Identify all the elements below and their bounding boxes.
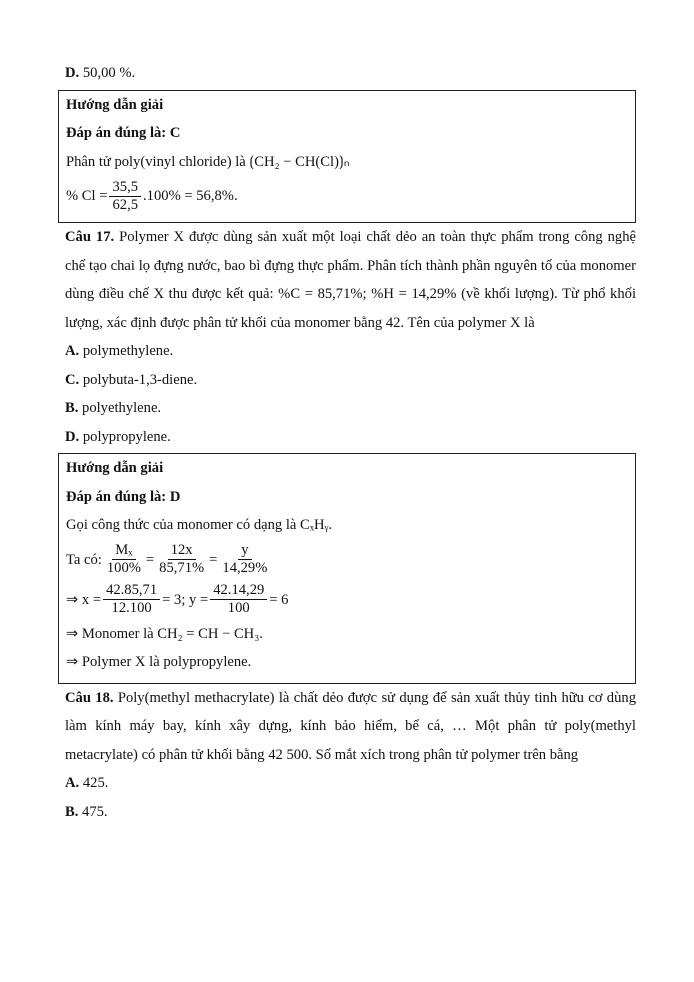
- correct-answer: Đáp án đúng là: C: [66, 125, 181, 141]
- solution-heading: Hướng dẫn giải: [66, 96, 164, 113]
- text: Ta có:: [66, 551, 102, 568]
- option: [58, 394, 636, 423]
- fraction: [219, 542, 270, 577]
- text: ⇒ x =: [66, 591, 102, 608]
- solution-line: ⇒ Monomer là CH₂ = CH − CH₃.: [66, 625, 263, 642]
- text: .100% = 56,8%.: [143, 188, 238, 204]
- question-17: [58, 223, 636, 337]
- option: [58, 366, 636, 395]
- numerator: 42.14,29: [210, 582, 267, 600]
- option-text: 475.: [78, 803, 108, 820]
- solution-line: [59, 148, 635, 177]
- text: Phân tử poly(vinyl chloride) là: [66, 153, 250, 170]
- solution-ratio: [59, 540, 635, 580]
- numerator: 12x: [168, 542, 196, 560]
- option: [58, 423, 636, 452]
- text: % Cl =: [66, 188, 108, 204]
- option-text: polyethylene.: [78, 400, 162, 416]
- question-label: Câu 17.: [65, 229, 115, 245]
- option-label: D.: [65, 65, 80, 81]
- option-text: polymethylene.: [79, 343, 174, 359]
- solution-box-16: [58, 90, 636, 224]
- solution-box-17: [58, 453, 636, 684]
- denominator: 100: [227, 600, 250, 616]
- option-d-prev: [58, 59, 636, 88]
- text: = 6: [269, 591, 289, 608]
- fraction: [156, 542, 207, 577]
- solution-heading: Hướng dẫn giải: [66, 460, 164, 476]
- option-label: A.: [65, 343, 80, 359]
- option-label: B.: [65, 803, 79, 820]
- denominator: 62,5: [112, 196, 139, 213]
- denominator: 100%: [106, 560, 141, 576]
- equals: =: [145, 551, 155, 568]
- fraction: [103, 582, 160, 617]
- question-text: Polymer X được dùng sản xuất một loại chất dẻo an toàn thực phẩm trong công nghệ chế tạo chai lọ đựng nước, bao bì đựng thực phẩm. Phân tích thành phần nguyên tố của monomer dùng điều chế X thu được kết quả: %C = 85,71%; %H = 14,29% (về khối lượng). Từ phổ khối lượng, xác định được phân tử khối của monomer bằng 42. Tên của polymer X là: [65, 229, 636, 331]
- question-text: Poly(methyl methacrylate) là chất dẻo được sử dụng để sản xuất thủy tinh hữu cơ dùng làm kính máy bay, kính xây dựng, kính bảo hiểm, bể cá, … Một phân tử poly(methyl metacrylate) có phân tử khối bằng 42 500. Số mắt xích trong phân tử polymer trên bằng: [65, 689, 636, 763]
- correct-answer: Đáp án đúng là: D: [66, 488, 181, 505]
- option-label: A.: [65, 775, 80, 791]
- option-label: C.: [65, 371, 80, 388]
- solution-line: ⇒ Polymer X là polypropylene.: [66, 654, 252, 670]
- equals: =: [209, 551, 218, 568]
- document-page: [58, 59, 636, 826]
- option-label: B.: [65, 400, 79, 416]
- question-label: Câu 18.: [65, 689, 114, 706]
- option: [58, 769, 636, 798]
- option-text: polybuta-1,3-diene.: [79, 371, 198, 388]
- denominator: 12.100: [111, 600, 152, 616]
- numerator: 42.85,71: [103, 582, 160, 600]
- fraction: [104, 542, 144, 577]
- option-text: polypropylene.: [79, 428, 171, 445]
- solution-line: Gọi công thức của monomer có dạng là CₓHᵧ.: [66, 517, 333, 533]
- formula: ⟮CH₂ − CH(Cl)⟯ₙ: [249, 153, 350, 170]
- fraction: [210, 582, 267, 617]
- solution-calc: [59, 176, 635, 216]
- option: [58, 337, 636, 366]
- solution-xy: [59, 580, 635, 620]
- denominator: 14,29%: [222, 560, 268, 576]
- denominator: 85,71%: [159, 560, 205, 576]
- numerator: y: [238, 542, 251, 560]
- numerator: 35,5: [109, 179, 141, 197]
- option-text: 425.: [79, 775, 109, 791]
- text: = 3; y =: [162, 591, 209, 608]
- option: [58, 798, 636, 827]
- fraction: [109, 179, 141, 214]
- numerator: Mₓ: [112, 542, 135, 560]
- option-label: D.: [65, 428, 80, 445]
- question-18: [58, 684, 636, 770]
- option-text: 50,00 %.: [79, 65, 136, 81]
